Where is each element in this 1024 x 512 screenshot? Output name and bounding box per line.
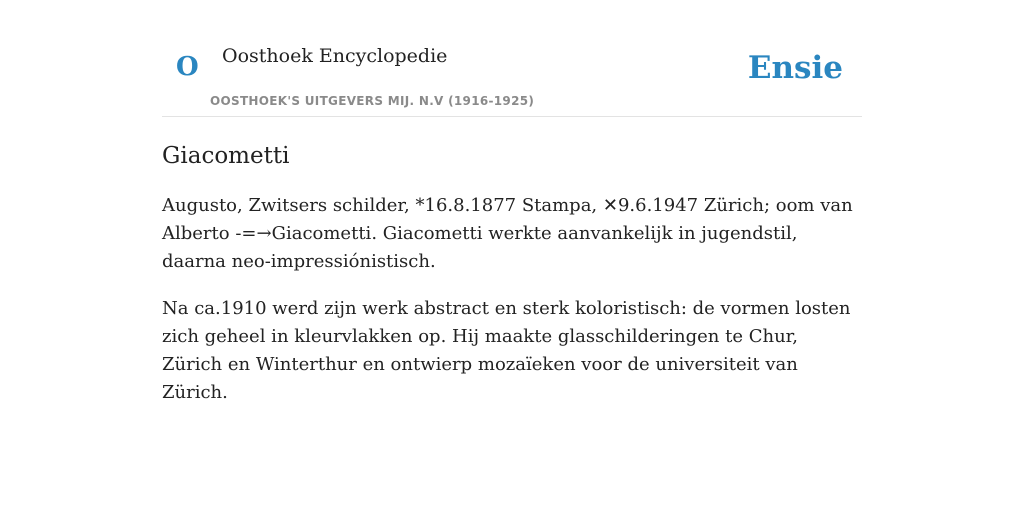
article-paragraph-1 (162, 192, 862, 276)
site-logo-icon[interactable]: O (176, 52, 199, 82)
article-title: Giacometti (162, 143, 290, 169)
paragraph-1-text-start: Augusto, Zwitsers schilder, *16.8.1877 Stampa, ✕9.6.1947 Zürich; oom van Alberto (162, 195, 853, 244)
cross-reference-link-giacometti[interactable]: -=→Giacometti (235, 223, 372, 244)
site-title-link[interactable]: Oosthoek Encyclopedie (222, 45, 448, 67)
ensie-brand-logo[interactable]: Ensie (747, 50, 843, 86)
article (162, 141, 862, 407)
article-paragraph-2: Na ca.1910 werd zijn werk abstract en sterk koloristisch: de vormen losten zich geheel in kleurvlakken op. Hij maakte glasschilderingen te Chur, Zürich en Winterthur en ontwierp mozaïeken voor de universiteit van Zürich. (162, 298, 851, 403)
page-container (162, 0, 862, 407)
paragraph-1-text-end: . Giacometti werkte aanvankelijk in jugendstil, daarna neo-impressiónistisch. (162, 223, 798, 272)
publisher-subtitle: OOSTHOEK'S UITGEVERS MIJ. N.V (1916-1925) (210, 94, 535, 108)
site-header (162, 0, 862, 117)
